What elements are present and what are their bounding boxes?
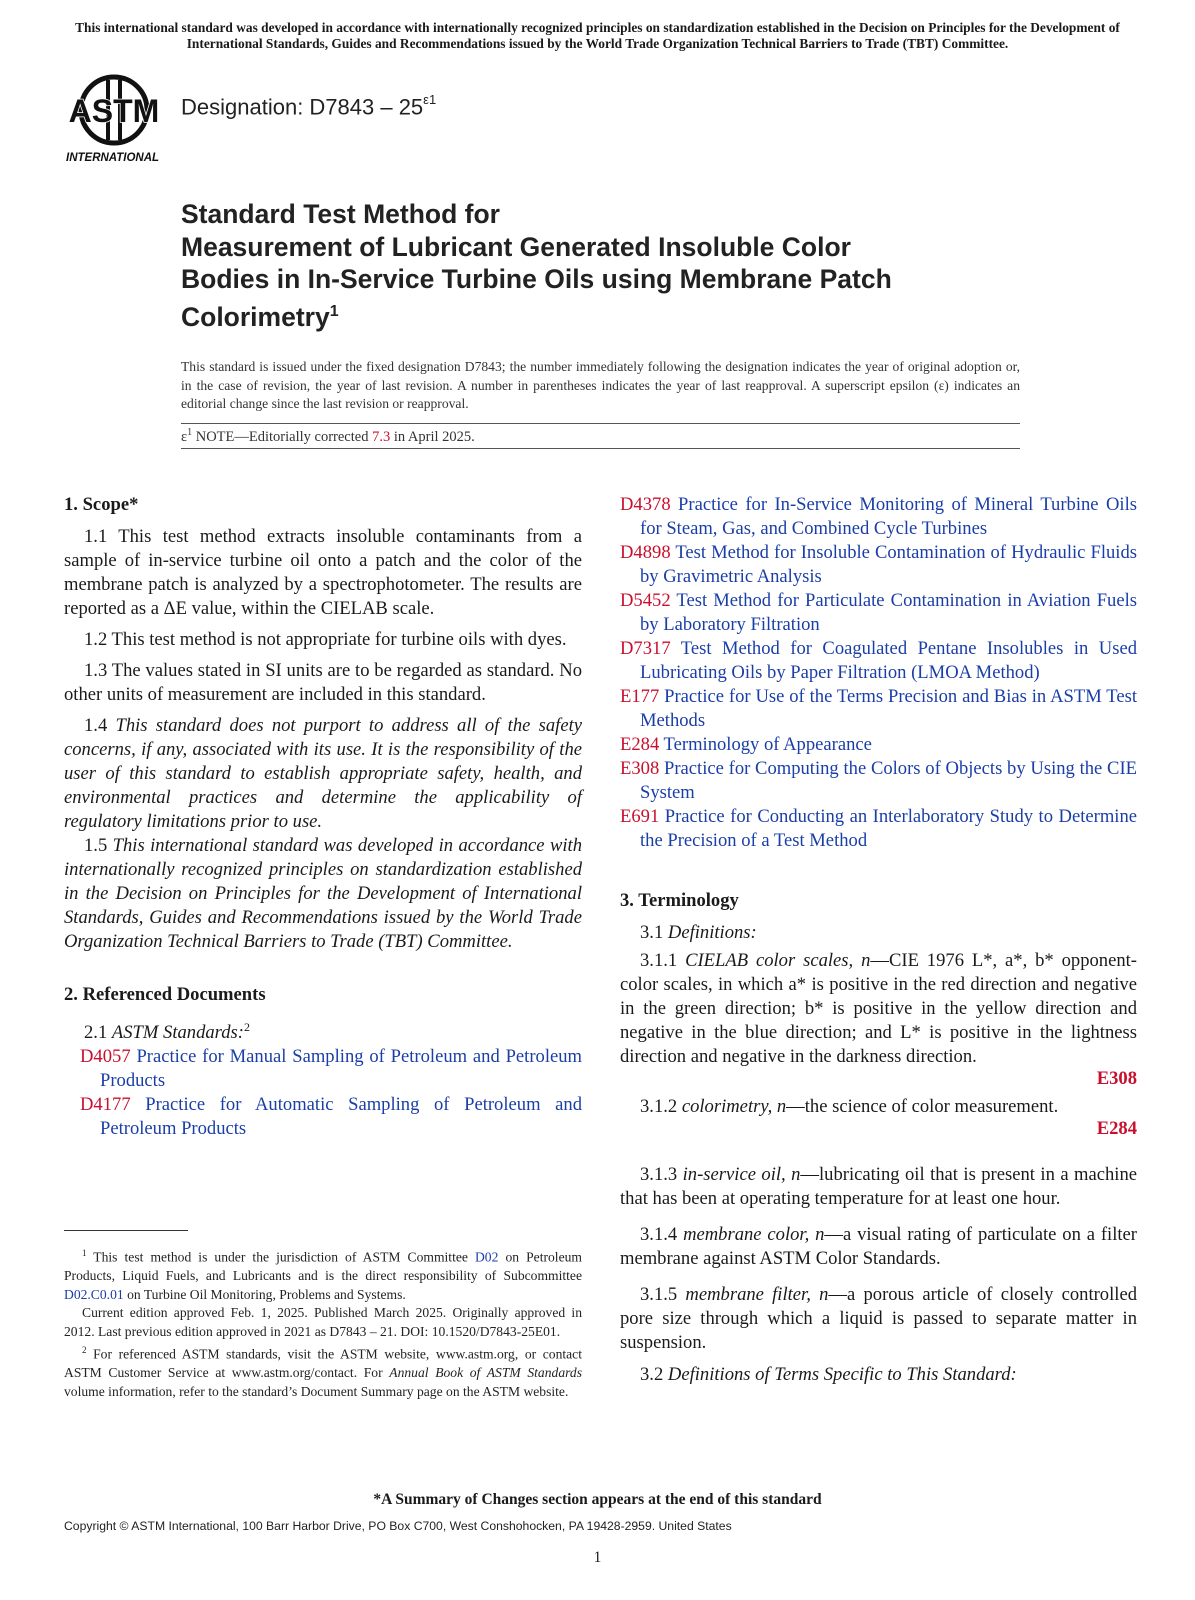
definitions-specific-label: 3.2 Definitions of Terms Specific to This Standard: [640, 1364, 1017, 1385]
astm-logo [66, 70, 166, 166]
footnote-divider [64, 1230, 188, 1231]
scope-1-1: 1.1 This test method extracts insoluble contaminants from a sample of in-service turbine oil onto a patch and the color of the membrane patch is analyzed by a spectrophotometer. The results are reported as a ΔE value, within the CIELAB scale. [64, 526, 582, 619]
designation-epsilon: ε1 [423, 92, 437, 107]
title-line-3: Bodies in In-Service Turbine Oils using Membrane Patch [181, 264, 892, 294]
title-line-2: Measurement of Lubricant Generated Insoluble Color [181, 231, 851, 262]
divider [181, 423, 1020, 424]
footnote-1-edition: Current edition approved Feb. 1, 2025. Published March 2025. Originally approved in 2012. Last previous edition approved in 2021 as D7843 – 21. DOI: 10.1520/D7843-25E01. [64, 1305, 582, 1339]
astm-standards-label: 2.1 ASTM Standards:$^2$ [84, 1020, 250, 1044]
footnote-2: $^2$ For referenced ASTM standards, visit the ASTM website, www.astm.org, or contact ASTM Customer Service at www.astm.org/contact. For Annual Book of ASTM Standards volume information, refer to the standard’s Document Summary page on the ASTM website. [64, 1345, 582, 1399]
source-e308[interactable]: E308 [1096, 1068, 1137, 1089]
term-cielab: 3.1.1 CIELAB color scales, n—CIE 1976 L*, a*, b* opponent-color scales, in which a* is positive in the red direction and negative in the green direction; b* is positive in the yellow direction and negative in the blue direction; and L* is positive in the lightness direction and negative in the darkness direction. E308 [620, 950, 1137, 1089]
ref-item-d4177[interactable]: D4177 Practice for Automatic Sampling of Petroleum and Petroleum Products [80, 1094, 582, 1140]
logo-text: ASTM [68, 93, 160, 129]
source-e284[interactable]: E284 [1096, 1118, 1137, 1139]
divider [181, 448, 1020, 449]
term-colorimetry: 3.1.2 colorimetry, n—the science of color measurement. E284 [620, 1095, 1137, 1141]
scope-1-2: 1.2 This test method is not appropriate for turbine oils with dyes. [84, 629, 567, 650]
designation-label: Designation: D7843 – 25 [181, 94, 424, 120]
scope-heading: 1. Scope* [64, 494, 139, 515]
ref-item-e284[interactable]: E284 Terminology of Appearance [620, 734, 872, 755]
ref-item-d4057[interactable]: D4057 Practice for Manual Sampling of Petroleum and Petroleum Products [80, 1046, 582, 1092]
scope-1-4: 1.4 This standard does not purport to address all of the safety concerns, if any, associated with its use. It is the responsibility of the user of this standard to establish appropriate safety, health, and environmental practices and determine the applicability of regulatory limitations prior to use. [64, 715, 582, 832]
term-in-service-oil: 3.1.3 in-service oil, n—lubricating oil that is present in a machine that has been at operating temperature for at least one hour. [620, 1164, 1137, 1209]
issued-note: This standard is issued under the fixed designation D7843; the number immediately following the designation indicates the year of original adoption or, in the case of revision, the year of last revision. A number in parentheses indicates the year of last reapproval. A superscript epsilon (ε) indicates an editorial change since the last revision or reapproval. [181, 359, 1020, 411]
footnotes [64, 1244, 582, 1401]
page-number: 1 [593, 1549, 602, 1566]
title-line-1: Standard Test Method for [181, 199, 500, 229]
term-membrane-color: 3.1.4 membrane color, n—a visual rating of particulate on a filter membrane against ASTM Color Standards. [620, 1224, 1137, 1269]
top-note: This international standard was developed in accordance with internationally recognized principles on standardization established in the Decision on Principles for the Development of International Standards, Guides and Recommendations issued by the World Trade Organization Technical Barriers to Trade (TBT) Committee. [75, 20, 1120, 51]
page-title [181, 198, 1021, 333]
title-line-4: Colorimetry$^1$ [181, 301, 339, 332]
ref-item-d7317[interactable]: D7317 Test Method for Coagulated Pentane Insolubles in Used Lubricating Oils by Paper Filtration (LMOA Method) [620, 638, 1137, 683]
terminology-heading: 3. Terminology [620, 890, 739, 911]
ref-item-d4898[interactable]: D4898 Test Method for Insoluble Contamination of Hydraulic Fluids by Gravimetric Analysis [620, 542, 1137, 587]
scope-1-5: 1.5 This international standard was developed in accordance with internationally recognized principles on standardization established in the Decision on Principles for the Development of International Standards, Guides and Recommendations issued by the World Trade Organization Technical Barriers to Trade (TBT) Committee. [64, 835, 583, 952]
scope-1-3: 1.3 The values stated in SI units are to be regarded as standard. No other units of measurement are included in this standard. [64, 660, 582, 705]
referenced-documents-heading: 2. Referenced Documents [64, 984, 266, 1005]
subcommittee-link[interactable]: D02.C0.01 [64, 1286, 124, 1302]
summary-of-changes-note: *A Summary of Changes section appears at the end of this standard [373, 1491, 822, 1508]
title-footnote-mark[interactable]: 1 [329, 302, 339, 320]
logo-subtext: INTERNATIONAL [66, 152, 160, 164]
ref-item-d4378[interactable]: D4378 Practice for In-Service Monitoring of Mineral Turbine Oils for Steam, Gas, and Combined Cycle Turbines [620, 494, 1137, 539]
definitions-label: 3.1 Definitions: [640, 922, 757, 943]
ref-item-e691[interactable]: E691 Practice for Conducting an Interlaboratory Study to Determine the Precision of a Test Method [620, 806, 1137, 851]
ref-item-e177[interactable]: E177 Practice for Use of the Terms Precision and Bias in ASTM Test Methods [620, 686, 1137, 731]
copyright: Copyright © ASTM International, 100 Barr Harbor Drive, PO Box C700, West Conshohocken, PA 19428-2959. United States [64, 1519, 732, 1533]
term-membrane-filter: 3.1.5 membrane filter, n—a porous article of closely controlled pore size through which a liquid is passed to separate matter in suspension. [620, 1284, 1137, 1353]
footnote-1: $^1$ This test method is under the jurisdiction of ASTM Committee D02 on Petroleum Products, Liquid Fuels, and Lubricants and is the direct responsibility of Subcommittee D02.C0.01 on Turbine Oil Monitoring, Problems and Systems. [64, 1248, 582, 1302]
committee-link-d02[interactable]: D02 [474, 1249, 499, 1265]
designation [181, 94, 436, 120]
ref-item-d5452[interactable]: D5452 Test Method for Particulate Contamination in Aviation Fuels by Laboratory Filtration [620, 590, 1137, 635]
section-link-7-3[interactable]: 7.3 [372, 428, 391, 445]
ref-item-e308[interactable]: E308 Practice for Computing the Colors of Objects by Using the CIE System [620, 758, 1137, 803]
left-column [64, 493, 582, 1141]
editorial-note: $\varepsilon^1$ NOTE—Editorially corrected 7.3 in April 2025. [181, 427, 475, 445]
right-column [620, 493, 1137, 1394]
